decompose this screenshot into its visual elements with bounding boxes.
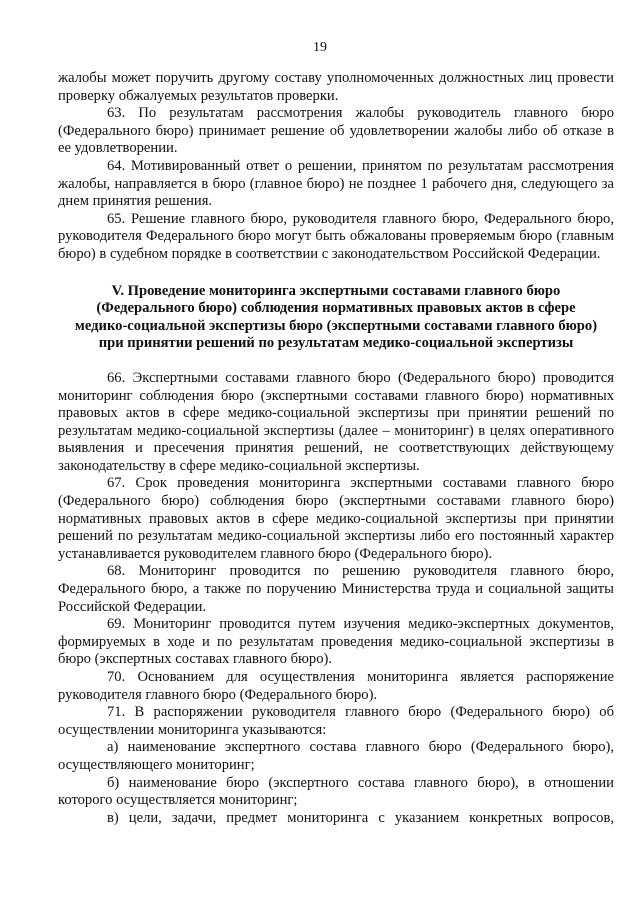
paragraph-69: 69. Мониторинг проводится путем изучения медико-экспертных документов, формируемых в ходе и по результатам проведения медико-социальной экспертизы в бюро (экспертных составах главного бюро).: [58, 616, 614, 668]
list-item-b: б) наименование бюро (экспертного состава главного бюро), в отношении которого осуществляется мониторинг;: [58, 774, 614, 809]
paragraph-continuation: жалобы может поручить другому составу уполномоченных должностных лиц провести проверку обжалуемых результатов проверки.: [58, 70, 614, 104]
paragraph-66: 66. Экспертными составами главного бюро (Федерального бюро) проводится мониторинг соблюдения бюро (экспертными составами главного бюро) нормативных правовых актов в сфере медико-социальной экспертизы при принятии решений по результатам медико-социальной экспертизы (далее – мониторинг) в целях оперативного выявления и пресечения принятия решений, не соответствующих действующему законодательству в сфере медико-социальной экспертизы.: [58, 369, 614, 474]
paragraph-65: 65. Решение главного бюро, руководителя главного бюро, Федерального бюро, руководителя Федерального бюро могут быть обжалованы проверяемым бюро (главным бюро) в судебном порядке в соответствии с законодательством Российской Федерации.: [58, 210, 614, 262]
page-body: [58, 70, 614, 827]
list-item-c: в) цели, задачи, предмет мониторинга с указанием конкретных вопросов,: [107, 809, 614, 826]
section-heading-line: медико-социальной экспертизы бюро (экспертными составами главного бюро): [74, 317, 598, 334]
paragraph-63: 63. По результатам рассмотрения жалобы руководитель главного бюро (Федерального бюро) принимает решение об удовлетворении жалобы либо об отказе в ее удовлетворении.: [58, 105, 614, 157]
section-heading-line: при принятии решений по результатам медико-социальной экспертизы: [98, 335, 574, 352]
paragraph-70: 70. Основанием для осуществления мониторинга является распоряжение руководителя главного бюро (Федерального бюро).: [58, 669, 614, 703]
paragraph-68: 68. Мониторинг проводится по решению руководителя главного бюро, Федерального бюро, а также по поручению Министерства труда и социальной защиты Российской Федерации.: [58, 563, 614, 615]
list-item-a: а) наименование экспертного состава главного бюро (Федерального бюро), осуществляющего мониторинг;: [58, 739, 614, 773]
paragraph-67: 67. Срок проведения мониторинга экспертными составами главного бюро (Федерального бюро) соблюдения бюро (экспертными составами главного бюро) нормативных правовых актов в сфере медико-социальной экспертизы при принятии решений по результатам медико-социальной экспертизы либо его постоянный характер устанавливается руководителем главного бюро (Федерального бюро).: [58, 475, 614, 562]
page-number: 19: [313, 40, 327, 55]
paragraph-71: 71. В распоряжении руководителя главного бюро (Федерального бюро) об осуществлении мониторинга указываются:: [58, 704, 614, 738]
paragraph-64: 64. Мотивированный ответ о решении, принятом по результатам рассмотрения жалобы, направляется в бюро (главное бюро) не позднее 1 рабочего дня, следующего за днем принятия решения.: [58, 157, 614, 210]
section-heading-line: V. Проведение мониторинга экспертными составами главного бюро: [111, 282, 561, 299]
section-heading-line: (Федерального бюро) соблюдения нормативных правовых актов в сфере: [96, 300, 576, 317]
section-heading: [58, 283, 614, 353]
